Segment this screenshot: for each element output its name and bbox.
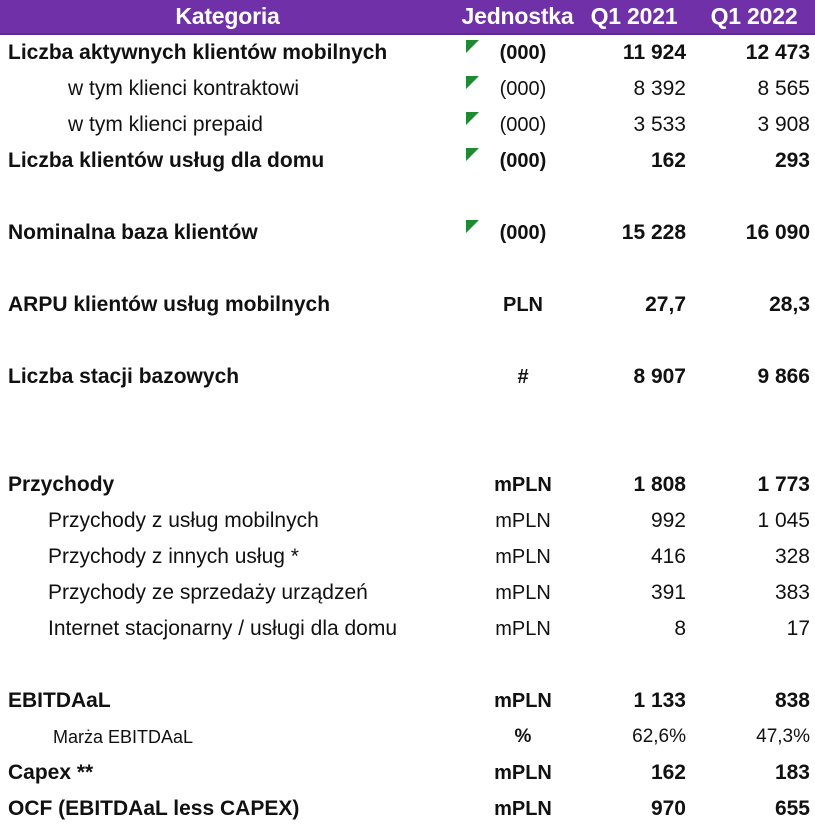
row-value-period-1: 970 xyxy=(650,797,686,820)
table-spacer-row xyxy=(0,647,815,683)
table-row xyxy=(0,71,815,107)
table-row xyxy=(0,791,815,827)
row-unit: mPLN xyxy=(494,690,552,712)
row-unit: mPLN xyxy=(495,618,551,640)
table-row xyxy=(0,143,815,179)
row-value-period-2: 383 xyxy=(774,581,810,604)
table-row xyxy=(0,359,815,395)
row-label: Przychody z innych usług * xyxy=(48,545,299,568)
table-row xyxy=(0,215,815,251)
row-value-period-1: 162 xyxy=(650,149,686,172)
row-label: Przychody ze sprzedaży urządzeń xyxy=(48,581,368,604)
row-unit: mPLN xyxy=(494,762,552,784)
row-value-period-2: 183 xyxy=(774,761,810,784)
table-body xyxy=(0,35,815,827)
table-row xyxy=(0,683,815,719)
row-label: Nominalna baza klientów xyxy=(8,221,258,244)
row-value-period-1: 992 xyxy=(650,509,686,532)
row-value-period-2: 17 xyxy=(786,617,810,640)
table-row xyxy=(0,719,815,755)
row-value-period-1: 1 133 xyxy=(633,689,686,712)
row-value-period-2: 293 xyxy=(774,149,810,172)
row-unit: (000) xyxy=(499,78,547,100)
row-value-period-1: 8 392 xyxy=(633,77,686,100)
table-spacer-row xyxy=(0,323,815,359)
table-row xyxy=(0,35,815,71)
table-row xyxy=(0,287,815,323)
row-value-period-1: 416 xyxy=(650,545,686,568)
row-value-period-2: 838 xyxy=(774,689,810,712)
table-row xyxy=(0,575,815,611)
row-value-period-2: 28,3 xyxy=(769,293,810,316)
table-spacer-row xyxy=(0,179,815,215)
row-unit: mPLN xyxy=(495,510,551,532)
row-unit: # xyxy=(517,366,529,388)
row-value-period-1: 391 xyxy=(650,581,686,604)
row-unit: (000) xyxy=(499,114,547,136)
row-value-period-2: 8 565 xyxy=(757,77,810,100)
row-value-period-2: 12 473 xyxy=(745,41,810,64)
table-spacer-row xyxy=(0,251,815,287)
table-row xyxy=(0,503,815,539)
table-row xyxy=(0,755,815,791)
row-unit: (000) xyxy=(499,150,547,172)
row-value-period-1: 27,7 xyxy=(645,293,686,316)
row-label: ARPU klientów usług mobilnych xyxy=(8,293,331,316)
row-unit: PLN xyxy=(503,294,543,316)
table-header-row xyxy=(0,0,815,35)
row-value-period-1: 3 533 xyxy=(633,113,686,136)
column-header-period-1: Q1 2021 xyxy=(590,3,678,29)
table-row xyxy=(0,107,815,143)
column-header-period-2: Q1 2022 xyxy=(710,3,798,29)
row-value-period-1: 62,6% xyxy=(632,726,686,747)
table-spacer-row xyxy=(0,395,815,431)
row-unit: (000) xyxy=(499,42,547,64)
row-unit: mPLN xyxy=(494,798,552,820)
row-value-period-2: 16 090 xyxy=(745,221,810,244)
row-value-period-2: 1 045 xyxy=(757,509,810,532)
row-label: Przychody z usług mobilnych xyxy=(48,509,319,532)
table-spacer-row xyxy=(0,431,815,467)
row-value-period-2: 328 xyxy=(774,545,810,568)
row-value-period-2: 655 xyxy=(774,797,810,820)
row-label: OCF (EBITDAaL less CAPEX) xyxy=(8,797,300,820)
row-label: Liczba klientów usług dla domu xyxy=(8,149,325,172)
row-label: Przychody xyxy=(8,473,115,496)
row-value-period-1: 8 907 xyxy=(633,365,686,388)
row-value-period-1: 1 808 xyxy=(633,473,686,496)
row-value-period-2: 3 908 xyxy=(757,113,810,136)
row-label: w tym klienci kontraktowi xyxy=(68,77,300,100)
row-unit: mPLN xyxy=(495,546,551,568)
row-unit: mPLN xyxy=(494,474,552,496)
row-label: Liczba aktywnych klientów mobilnych xyxy=(8,41,388,64)
row-label: Liczba stacji bazowych xyxy=(8,365,240,388)
row-value-period-1: 162 xyxy=(650,761,686,784)
row-value-period-1: 8 xyxy=(674,617,686,640)
row-value-period-2: 47,3% xyxy=(756,726,810,747)
row-label: w tym klienci prepaid xyxy=(68,113,263,136)
row-value-period-2: 9 866 xyxy=(757,365,810,388)
row-unit: mPLN xyxy=(495,582,551,604)
row-label: EBITDAaL xyxy=(8,689,111,712)
row-value-period-1: 15 228 xyxy=(621,221,686,244)
row-value-period-1: 11 924 xyxy=(622,41,686,64)
column-header-category: Kategoria xyxy=(175,3,280,29)
column-header-unit: Jednostka xyxy=(461,3,574,29)
table-row xyxy=(0,467,815,503)
row-value-period-2: 1 773 xyxy=(757,473,810,496)
row-label: Capex ** xyxy=(8,761,94,784)
row-label: Marża EBITDAaL xyxy=(53,727,194,747)
table-row xyxy=(0,611,815,647)
table-row xyxy=(0,539,815,575)
row-label: Internet stacjonarny / usługi dla domu xyxy=(48,617,398,640)
row-unit: (000) xyxy=(499,222,547,244)
row-unit: % xyxy=(514,726,532,747)
